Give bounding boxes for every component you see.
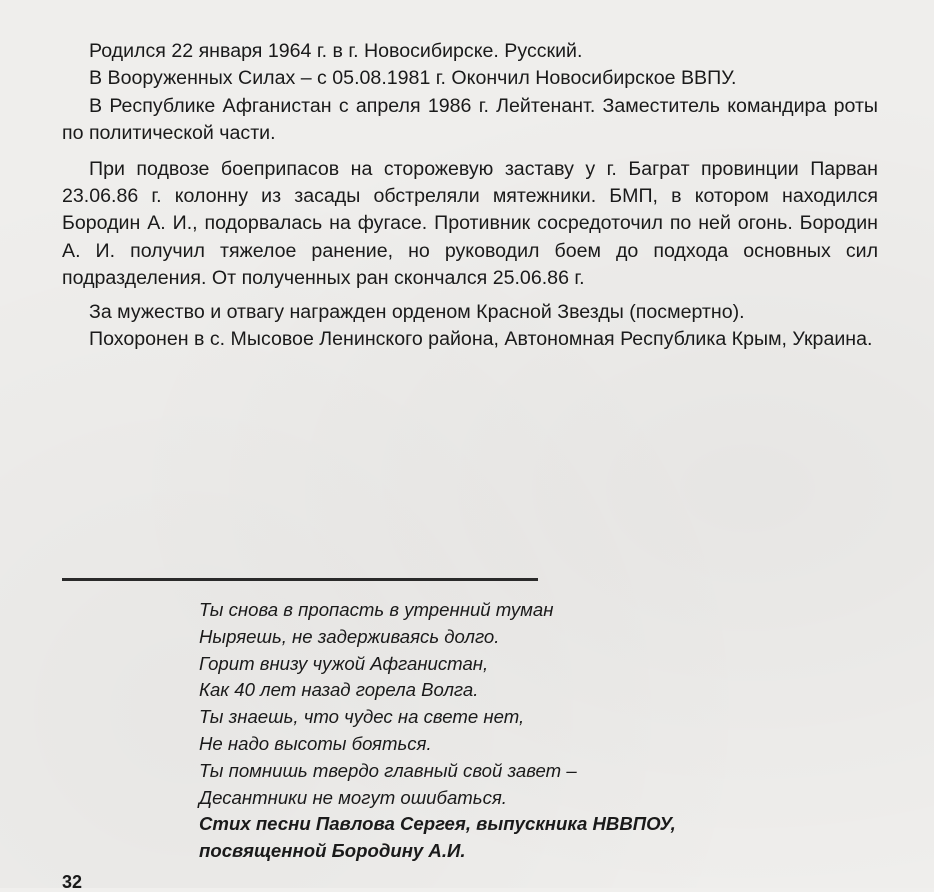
afghanistan-paragraph: В Республике Афганистан с апреля 1986 г. Лейтенант. Заместитель командира роты по политической части.: [62, 94, 878, 145]
poem-line: Десантники не могут ошибаться.: [199, 786, 507, 808]
poem-line: Не надо высоты бояться.: [199, 732, 432, 754]
combat-paragraph: При подвозе боеприпасов на сторожевую заставу у г. Баграт провинции Парван 23.06.86 г. колонну из засады обстреляли мятежники. БМП, в котором находился Бородин А. И., подорвалась на фугасе. Противник сосредоточил по ней огонь. Бородин А. И. получил тяжелое ранение, но руководил боем до подхода основных сил подразделения. От полученных ран скончался 25.06.86 г.: [62, 157, 878, 290]
service-paragraph: В Вооруженных Силах – с 05.08.1981 г. Окончил Новосибирское ВВПУ.: [89, 67, 737, 90]
burial-paragraph: Похоронен в с. Мысовое Ленинского района, Автономная Республика Крым, Украина.: [89, 328, 873, 351]
poem-line: Как 40 лет назад горела Волга.: [199, 679, 479, 701]
birth-paragraph: Родился 22 января 1964 г. в г. Новосибирске. Русский.: [89, 40, 583, 62]
poem-line: Ныряешь, не задерживаясь долго.: [199, 625, 500, 647]
poem-line: Ты знаешь, что чудес на свете нет,: [199, 706, 525, 728]
biography-text: [62, 38, 878, 353]
page-number: 32: [62, 872, 83, 892]
award-paragraph: За мужество и отвагу награжден орденом Красной Звезды (посмертно).: [89, 300, 745, 323]
poem-credit-line: посвященной Бородину А.И.: [199, 840, 466, 862]
section-divider: [62, 578, 538, 581]
poem-line: Горит внизу чужой Афганистан,: [199, 652, 489, 674]
poem-line: Ты помнишь твердо главный свой завет –: [199, 759, 577, 781]
poem-line: Ты снова в пропасть в утренний туман: [199, 599, 554, 620]
poem-block: [199, 597, 839, 865]
poem-credit-line: Стих песни Павлова Сергея, выпускника НВВПОУ,: [199, 813, 676, 835]
